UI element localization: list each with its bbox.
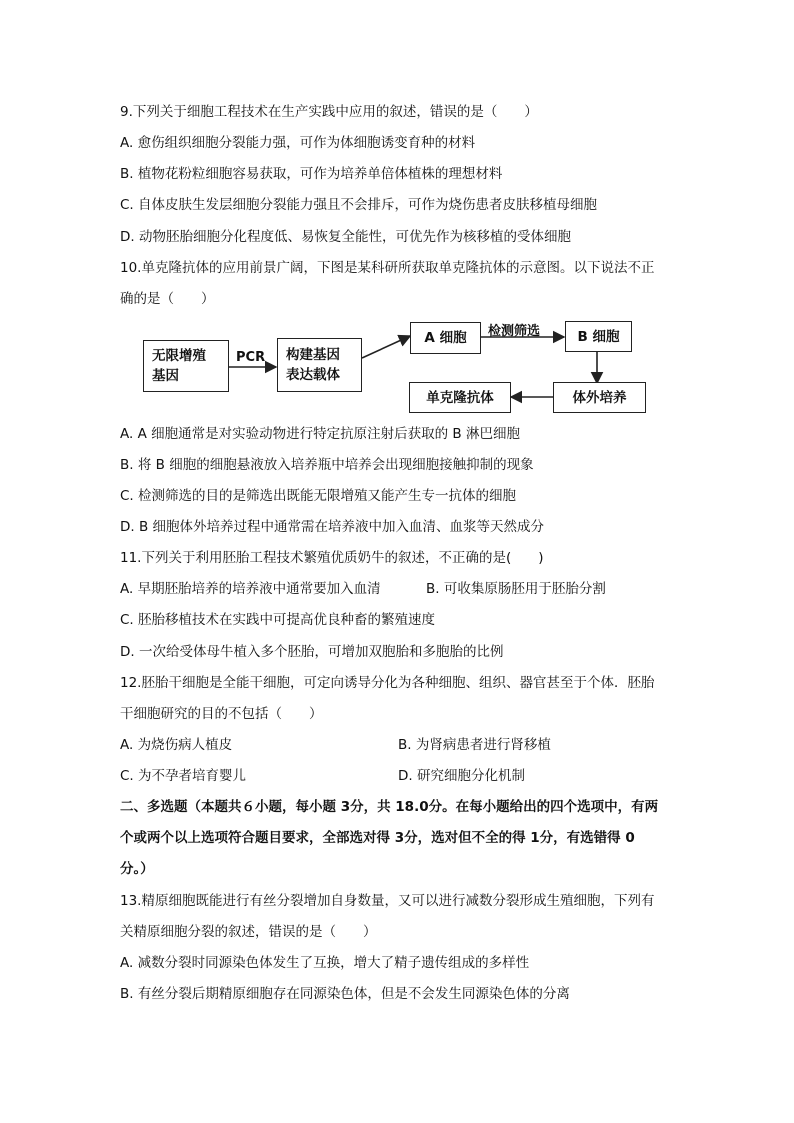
q10-option-b: B. 将 B 细胞的细胞悬液放入培养瓶中培养会出现细胞接触抑制的现象: [120, 457, 534, 473]
box-in-vitro-culture: [553, 382, 646, 413]
q10-option-d: D. B 细胞体外培养过程中通常需在培养液中加入血清、血浆等天然成分: [120, 519, 545, 535]
q10-stem-line1: 10.单克隆抗体的应用前景广阔，下图是某科研所获取单克隆抗体的示意图。以下说法不正: [120, 260, 655, 276]
q9-stem: 9.下列关于细胞工程技术在生产实践中应用的叙述，错误的是（ ）: [120, 104, 538, 120]
box-b-cell-label: B 细胞: [577, 328, 620, 345]
section2-line3: 分。）: [120, 861, 154, 877]
q12-stem-line2: 干细胞研究的目的不包括（ ）: [120, 706, 323, 722]
q9-option-d: D. 动物胚胎细胞分化程度低、易恢复全能性，可优先作为核移植的受体细胞: [120, 229, 571, 245]
box-monoclonal-antibody: [409, 382, 511, 413]
q12-option-a: A. 为烧伤病人植皮: [120, 737, 233, 753]
q9-option-a: A. 愈伤组织细胞分裂能力强，可作为体细胞诱变育种的材料: [120, 135, 476, 151]
q9-option-b: B. 植物花粉粒细胞容易获取，可作为培养单倍体植株的理想材料: [120, 166, 503, 182]
section2-line2: 个或两个以上选项符合题目要求，全部选对得 3分，选对但不全的得 1分，有选错得 0: [120, 830, 635, 846]
box-a-cell-label: A 细胞: [424, 330, 467, 346]
label-screening: 检测筛选: [488, 324, 541, 339]
box-monoclonal-antibody-label: 单克隆抗体: [426, 389, 494, 406]
box-in-vitro-culture-label: 体外培养: [572, 389, 627, 406]
q12-option-d: D. 研究细胞分化机制: [398, 768, 525, 784]
box-immortal-gene-line1: 无限增殖: [152, 348, 206, 364]
q11-option-b: B. 可收集原肠胚用于胚胎分割: [426, 581, 606, 597]
q10-stem-line2: 确的是（ ）: [120, 291, 215, 307]
q11-option-c: C. 胚胎移植技术在实践中可提高优良种畜的繁殖速度: [120, 612, 436, 628]
section2-line1: 二、多选题（本题共６小题，每小题 3分，共 18.0分。在每小题给出的四个选项中，有两: [120, 799, 659, 815]
q10-option-a: A. A 细胞通常是对实验动物进行特定抗原注射后获取的 B 淋巴细胞: [120, 426, 520, 442]
q10-option-c: C. 检测筛选的目的是筛选出既能无限增殖又能产生专一抗体的细胞: [120, 488, 517, 504]
label-pcr: PCR: [236, 350, 266, 365]
q13-stem-line1: 13.精原细胞既能进行有丝分裂增加自身数量，又可以进行减数分裂形成生殖细胞，下列有: [120, 893, 655, 909]
box-a-cell: [410, 322, 481, 354]
box-immortal-gene: [143, 340, 229, 392]
q12-option-c: C. 为不孕者培育婴儿: [120, 768, 247, 784]
q11-option-a: A. 早期胚胎培养的培养液中通常要加入血清: [120, 581, 381, 597]
arrow-to-a-cell: [362, 336, 410, 358]
q13-stem-line2: 关精原细胞分裂的叙述，错误的是（ ）: [120, 924, 377, 940]
q13-option-b: B. 有丝分裂后期精原细胞存在同源染色体，但是不会发生同源染色体的分离: [120, 986, 570, 1002]
q11-stem: 11.下列关于利用胚胎工程技术繁殖优质奶牛的叙述，不正确的是( ): [120, 550, 544, 566]
q9-option-c: C. 自体皮肤生发层细胞分裂能力强且不会排斥，可作为烧伤患者皮肤移植母细胞: [120, 197, 598, 213]
box-expression-vector-line1: 构建基因: [286, 347, 340, 363]
q11-option-d: D. 一次给受体母牛植入多个胚胎，可增加双胞胎和多胞胎的比例: [120, 644, 504, 660]
box-expression-vector-line2: 表达载体: [286, 367, 340, 383]
box-expression-vector: [277, 338, 362, 392]
q12-stem-line1: 12.胚胎干细胞是全能干细胞，可定向诱导分化为各种细胞、组织、器官甚至于个体．胚胎: [120, 675, 655, 691]
box-immortal-gene-line2: 基因: [152, 368, 179, 384]
box-b-cell: [565, 321, 632, 352]
q13-option-a: A. 减数分裂时同源染色体发生了互换，增大了精子遗传组成的多样性: [120, 955, 530, 971]
q12-option-b: B. 为肾病患者进行肾移植: [398, 737, 551, 753]
